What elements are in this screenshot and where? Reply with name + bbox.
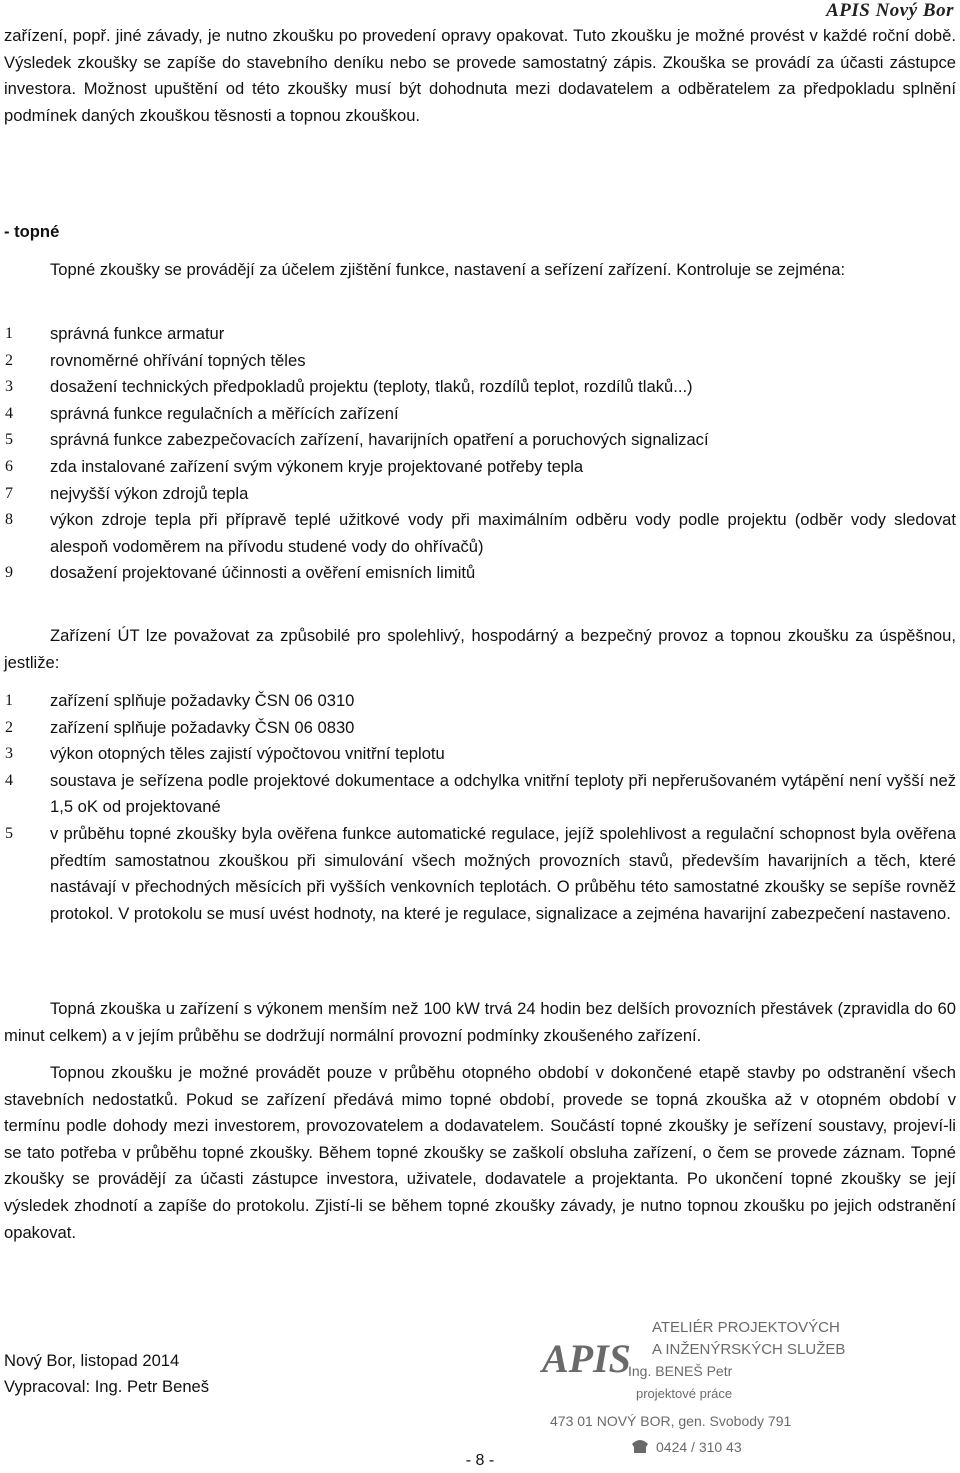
list-text: soustava je seřízena podle projektové dokumentace a odchylka vnitřní teploty při nepřerušovaném vytápění není vyšší než 1,5 oK od projektované bbox=[50, 770, 956, 817]
intro-paragraph: zařízení, popř. jiné závady, je nutno zkoušku po provedení opravy opakovat. Tuto zkoušku je možné provést v každé roční době. Výsledek zkoušky se zapíše do stavebního deníku nebo se provede samostatný zápis. Zkouška se provádí za účasti zástupce investora. Možnost upuštění od této zkoušky musí být dohodnuta mezi dodavatelem a odběratelem za předpokladu splnění podmínek daných zkouškou těsnosti a topnou zkouškou. bbox=[4, 26, 956, 125]
stamp-line1: ATELIÉR PROJEKTOVÝCH bbox=[652, 1319, 840, 1336]
page-number: - 8 - bbox=[465, 1452, 495, 1469]
list-text: nejvyšší výkon zdrojů tepla bbox=[50, 483, 249, 503]
list-number: 1 bbox=[5, 325, 13, 342]
signature-block bbox=[4, 1348, 209, 1400]
stamp-logo: APIS bbox=[542, 1336, 631, 1381]
list-number: 9 bbox=[5, 564, 13, 582]
list-number: 7 bbox=[5, 484, 13, 502]
list-number: 1 bbox=[5, 692, 13, 709]
header-brand: APIS Nový Bor bbox=[826, 0, 954, 21]
list-text: výkon otopných těles zajistí výpočtovou vnitřní teplotu bbox=[50, 744, 445, 764]
list-text: správná funkce regulačních a měřících zařízení bbox=[50, 403, 399, 423]
list-text: dosažení projektované účinnosti a ověření emisních limitů bbox=[50, 563, 476, 583]
stamp-line5: 473 01 NOVÝ BOR, gen. Svobody 791 bbox=[550, 1413, 792, 1429]
list-text: správná funkce armatur bbox=[50, 324, 225, 343]
list-text: dosažení technických předpokladů projektu (teploty, tlaků, rozdílů teplot, rozdílů tlaků...) bbox=[50, 377, 693, 397]
list-item bbox=[0, 821, 956, 927]
section-heading: - topné bbox=[4, 222, 60, 241]
place-date: Nový Bor, listopad 2014 bbox=[4, 1351, 180, 1370]
list-number: 5 bbox=[5, 431, 13, 449]
list-number: 5 bbox=[5, 824, 13, 842]
list-item bbox=[0, 374, 956, 401]
list-number: 2 bbox=[5, 351, 13, 369]
list-item bbox=[0, 768, 956, 821]
list-item bbox=[0, 688, 956, 715]
list-number: 2 bbox=[5, 718, 13, 736]
stamp-line3: Ing. BENEŠ Petr bbox=[628, 1363, 733, 1379]
list-text: zařízení splňuje požadavky ČSN 06 0830 bbox=[50, 717, 355, 737]
list-text: správná funkce zabezpečovacích zařízení, havarijních opatření a poruchových signalizací bbox=[50, 430, 709, 450]
section-intro: Topné zkoušky se provádějí za účelem zjištění funkce, nastavení a seřízení zařízení. Kontroluje se zejména: bbox=[50, 260, 846, 279]
author: Vypracoval: Ing. Petr Beneš bbox=[4, 1377, 210, 1396]
company-stamp bbox=[540, 1314, 852, 1462]
conditions-list bbox=[0, 688, 956, 927]
conditions-intro: Zařízení ÚT lze považovat za způsobilé pro spolehlivý, hospodárný a bezpečný provoz a topnou zkoušku za úspěšnou, jestliže: bbox=[4, 626, 956, 672]
list-number: 6 bbox=[5, 457, 13, 475]
stamp-line4: projektové práce bbox=[636, 1386, 733, 1401]
stamp-graphic bbox=[540, 1314, 852, 1462]
list-text: výkon zdroje tepla při přípravě teplé užitkové vody při maximálním odběru vody podle projektu (odběr vody sledovat alespoň vodoměrem na přívodu studené vody do ohřívačů) bbox=[50, 510, 956, 556]
final-paragraph: Topnou zkoušku je možné provádět pouze v průběhu otopného období v dokončené etapě stavby po odstranění všech stavebních nedostatků. Pokud se zařízení předává mimo topné období, provede se topná zkouška až v otopném období v termínu podle dohody mezi investorem, provozovatelem a dodavatelem. Součástí topné zkoušky je seřízení soustavy, projeví-li se tato potřeba v průběhu topné zkoušky. Během topné zkoušky se zaškolí obsluha zařízení, o čem se provede záznam. Topné zkoušky se provádějí za účasti zástupce investora, uživatele, dodavatele a projektanta. Po ukončení topné zkoušky se její výsledek zhodnotí a zapíše do protokolu. Zjistí-li se během topné zkoušky závady, je nutno topnou zkoušku po jejich odstranění opakovat. bbox=[4, 1063, 956, 1242]
list-number: 3 bbox=[5, 378, 13, 396]
list-item bbox=[0, 741, 956, 768]
list-item bbox=[0, 321, 956, 348]
list-item bbox=[0, 401, 956, 428]
list-number: 3 bbox=[5, 745, 13, 763]
list-item bbox=[0, 481, 956, 508]
list-item bbox=[0, 348, 956, 375]
checks-list bbox=[0, 321, 956, 587]
list-text: zařízení splňuje požadavky ČSN 06 0310 bbox=[50, 691, 355, 710]
list-text: v průběhu topné zkoušky byla ověřena funkce automatické regulace, jejíž spolehlivost a regulační schopnost byla ověřena předtím samostatnou zkouškou při simulování všech možných provozních stavů, především havarijních a těch, které nastávají v přechodných měsících při vyšších venkovních teplotách. O průběhu této samostatné zkoušky se sepíše rovněž protokol. V protokolu se musí uvést hodnoty, na které je regulace, signalizace a zejména havarijní zabezpečení nastaveno. bbox=[50, 823, 956, 923]
list-item bbox=[0, 507, 956, 560]
stamp-line2: A INŽENÝRSKÝCH SLUŽEB bbox=[652, 1341, 846, 1358]
list-item bbox=[0, 560, 956, 587]
stamp-line6: 0424 / 310 43 bbox=[656, 1439, 742, 1455]
list-item bbox=[0, 454, 956, 481]
duration-paragraph: Topná zkouška u zařízení s výkonem menším než 100 kW trvá 24 hodin bez delších provozních přestávek (zpravidla do 60 minut celkem) a v jejím průběhu se dodržují normální provozní podmínky zkoušeného zařízení. bbox=[4, 999, 956, 1045]
list-number: 4 bbox=[5, 404, 13, 422]
list-text: zda instalované zařízení svým výkonem kryje projektované potřeby tepla bbox=[50, 456, 584, 476]
list-item bbox=[0, 427, 956, 454]
list-item bbox=[0, 715, 956, 742]
list-number: 8 bbox=[5, 511, 13, 529]
list-number: 4 bbox=[5, 771, 13, 789]
list-text: rovnoměrné ohřívání topných těles bbox=[50, 350, 306, 370]
